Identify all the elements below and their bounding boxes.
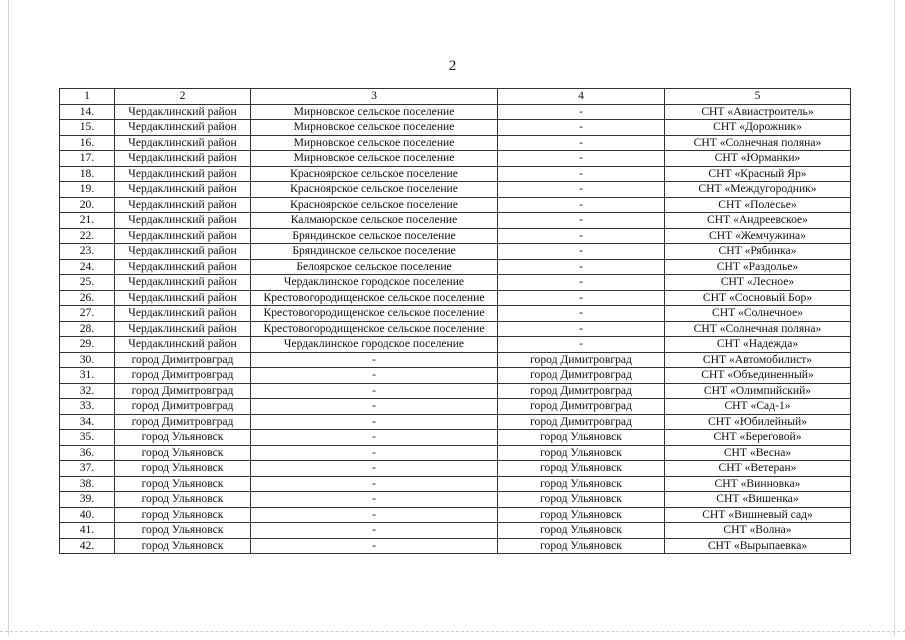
settlement-cell: Крестовогородищенское сельское поселение [251, 321, 498, 337]
row-number: 29. [60, 337, 115, 353]
city-cell: город Ульяновск [498, 507, 665, 523]
table-row [60, 166, 851, 182]
row-number: 34. [60, 414, 115, 430]
district-cell: город Ульяновск [115, 445, 251, 461]
settlement-cell: - [251, 476, 498, 492]
district-cell: Чердаклинский район [115, 197, 251, 213]
row-number: 25. [60, 275, 115, 291]
row-number: 22. [60, 228, 115, 244]
snt-name-cell: СНТ «Весна» [665, 445, 851, 461]
table-row [60, 321, 851, 337]
city-cell: - [498, 197, 665, 213]
district-cell: город Димитровград [115, 414, 251, 430]
settlement-cell: - [251, 461, 498, 477]
snt-name-cell: СНТ «Ветеран» [665, 461, 851, 477]
district-cell: город Димитровград [115, 352, 251, 368]
settlement-cell: Красноярское сельское поселение [251, 166, 498, 182]
settlement-cell: - [251, 383, 498, 399]
district-cell: город Димитровград [115, 383, 251, 399]
settlement-cell: - [251, 445, 498, 461]
settlement-cell: - [251, 352, 498, 368]
district-cell: город Ульяновск [115, 507, 251, 523]
city-cell: - [498, 135, 665, 151]
table-row [60, 337, 851, 353]
city-cell: город Димитровград [498, 383, 665, 399]
row-number: 33. [60, 399, 115, 415]
snt-name-cell: СНТ «Надежда» [665, 337, 851, 353]
snt-name-cell: СНТ «Солнечная поляна» [665, 321, 851, 337]
snt-name-cell: СНТ «Дорожник» [665, 120, 851, 136]
city-cell: город Ульяновск [498, 461, 665, 477]
table-row [60, 352, 851, 368]
snt-name-cell: СНТ «Авиастроитель» [665, 104, 851, 120]
city-cell: - [498, 259, 665, 275]
city-cell: - [498, 306, 665, 322]
table-row [60, 368, 851, 384]
row-number: 40. [60, 507, 115, 523]
row-number: 31. [60, 368, 115, 384]
settlement-cell: Бряндинское сельское поселение [251, 228, 498, 244]
row-number: 14. [60, 104, 115, 120]
snt-name-cell: СНТ «Лесное» [665, 275, 851, 291]
city-cell: город Ульяновск [498, 476, 665, 492]
table-row [60, 244, 851, 260]
row-number: 21. [60, 213, 115, 229]
city-cell: город Димитровград [498, 399, 665, 415]
settlement-cell: Красноярское сельское поселение [251, 182, 498, 198]
header-cell: 1 [60, 89, 115, 105]
snt-name-cell: СНТ «Автомобилист» [665, 352, 851, 368]
city-cell: город Ульяновск [498, 538, 665, 554]
row-number: 32. [60, 383, 115, 399]
city-cell: город Ульяновск [498, 430, 665, 446]
district-cell: город Ульяновск [115, 523, 251, 539]
snt-name-cell: СНТ «Рябинка» [665, 244, 851, 260]
table-row [60, 507, 851, 523]
district-cell: город Ульяновск [115, 492, 251, 508]
district-cell: Чердаклинский район [115, 244, 251, 260]
table-row [60, 275, 851, 291]
row-number: 17. [60, 151, 115, 167]
row-number: 24. [60, 259, 115, 275]
header-cell: 4 [498, 89, 665, 105]
settlement-cell: - [251, 399, 498, 415]
table-row [60, 182, 851, 198]
row-number: 37. [60, 461, 115, 477]
city-cell: - [498, 166, 665, 182]
table-row [60, 213, 851, 229]
table-body [60, 89, 851, 554]
table-row [60, 414, 851, 430]
city-cell: город Димитровград [498, 368, 665, 384]
table-row [60, 135, 851, 151]
district-cell: Чердаклинский район [115, 275, 251, 291]
row-number: 28. [60, 321, 115, 337]
table-row [60, 399, 851, 415]
row-number: 35. [60, 430, 115, 446]
settlement-cell: Мирновское сельское поселение [251, 104, 498, 120]
snt-name-cell: СНТ «Жемчужина» [665, 228, 851, 244]
header-cell: 2 [115, 89, 251, 105]
row-number: 19. [60, 182, 115, 198]
district-cell: Чердаклинский район [115, 182, 251, 198]
snt-name-cell: СНТ «Вишенка» [665, 492, 851, 508]
district-cell: город Ульяновск [115, 430, 251, 446]
settlement-cell: - [251, 430, 498, 446]
district-cell: город Димитровград [115, 399, 251, 415]
snt-name-cell: СНТ «Раздолье» [665, 259, 851, 275]
district-cell: город Ульяновск [115, 538, 251, 554]
city-cell: - [498, 321, 665, 337]
snt-name-cell: СНТ «Вырыпаевка» [665, 538, 851, 554]
snt-name-cell: СНТ «Олимпийский» [665, 383, 851, 399]
row-number: 15. [60, 120, 115, 136]
table-row [60, 228, 851, 244]
settlement-cell: Чердаклинское городское поселение [251, 337, 498, 353]
row-number: 16. [60, 135, 115, 151]
settlement-cell: - [251, 414, 498, 430]
district-cell: Чердаклинский район [115, 321, 251, 337]
city-cell: - [498, 244, 665, 260]
snt-name-cell: СНТ «Сосновый Бор» [665, 290, 851, 306]
table-row [60, 523, 851, 539]
table-row [60, 476, 851, 492]
snt-name-cell: СНТ «Красный Яр» [665, 166, 851, 182]
snt-name-cell: СНТ «Винновка» [665, 476, 851, 492]
settlement-cell: Мирновское сельское поселение [251, 135, 498, 151]
snt-name-cell: СНТ «Солнечное» [665, 306, 851, 322]
table-row [60, 383, 851, 399]
city-cell: город Ульяновск [498, 523, 665, 539]
document-table [59, 88, 851, 554]
snt-name-cell: СНТ «Вишневый сад» [665, 507, 851, 523]
settlement-cell: Мирновское сельское поселение [251, 120, 498, 136]
city-cell: город Ульяновск [498, 492, 665, 508]
city-cell: - [498, 151, 665, 167]
settlement-cell: - [251, 507, 498, 523]
header-cell: 3 [251, 89, 498, 105]
settlement-cell: Калмаюрское сельское поселение [251, 213, 498, 229]
city-cell: город Димитровград [498, 352, 665, 368]
settlement-cell: Крестовогородищенское сельское поселение [251, 290, 498, 306]
row-number: 41. [60, 523, 115, 539]
settlement-cell: - [251, 523, 498, 539]
table-row [60, 538, 851, 554]
snt-name-cell: СНТ «Береговой» [665, 430, 851, 446]
row-number: 20. [60, 197, 115, 213]
settlement-cell: - [251, 492, 498, 508]
settlement-cell: Мирновское сельское поселение [251, 151, 498, 167]
row-number: 38. [60, 476, 115, 492]
district-cell: город Димитровград [115, 368, 251, 384]
table-row [60, 120, 851, 136]
snt-name-cell: СНТ «Междугородник» [665, 182, 851, 198]
table-row [60, 104, 851, 120]
settlement-cell: - [251, 538, 498, 554]
table-row [60, 259, 851, 275]
city-cell: город Димитровград [498, 414, 665, 430]
table-row [60, 151, 851, 167]
table-row [60, 445, 851, 461]
snt-name-cell: СНТ «Объединенный» [665, 368, 851, 384]
district-cell: Чердаклинский район [115, 259, 251, 275]
snt-name-cell: СНТ «Волна» [665, 523, 851, 539]
district-cell: Чердаклинский район [115, 120, 251, 136]
settlement-cell: Бряндинское сельское поселение [251, 244, 498, 260]
city-cell: город Ульяновск [498, 445, 665, 461]
city-cell: - [498, 275, 665, 291]
table-row [60, 492, 851, 508]
city-cell: - [498, 228, 665, 244]
snt-name-cell: СНТ «Полесье» [665, 197, 851, 213]
district-cell: Чердаклинский район [115, 104, 251, 120]
city-cell: - [498, 213, 665, 229]
header-cell: 5 [665, 89, 851, 105]
settlement-cell: - [251, 368, 498, 384]
page-number: 2 [448, 58, 457, 74]
city-cell: - [498, 120, 665, 136]
row-number: 23. [60, 244, 115, 260]
settlement-cell: Чердаклинское городское поселение [251, 275, 498, 291]
row-number: 36. [60, 445, 115, 461]
table-row [60, 306, 851, 322]
snt-name-cell: СНТ «Сад-1» [665, 399, 851, 415]
city-cell: - [498, 104, 665, 120]
district-cell: Чердаклинский район [115, 135, 251, 151]
district-cell: город Ульяновск [115, 476, 251, 492]
snt-name-cell: СНТ «Солнечная поляна» [665, 135, 851, 151]
snt-name-cell: СНТ «Юбилейный» [665, 414, 851, 430]
settlement-cell: Крестовогородищенское сельское поселение [251, 306, 498, 322]
city-cell: - [498, 290, 665, 306]
table-row [60, 430, 851, 446]
row-number: 18. [60, 166, 115, 182]
city-cell: - [498, 182, 665, 198]
settlement-cell: Белоярское сельское поселение [251, 259, 498, 275]
district-cell: Чердаклинский район [115, 290, 251, 306]
snt-name-cell: СНТ «Андреевское» [665, 213, 851, 229]
row-number: 30. [60, 352, 115, 368]
district-cell: Чердаклинский район [115, 228, 251, 244]
scan-edge [0, 631, 905, 633]
district-cell: Чердаклинский район [115, 213, 251, 229]
row-number: 39. [60, 492, 115, 508]
settlement-cell: Красноярское сельское поселение [251, 197, 498, 213]
snt-name-cell: СНТ «Юрманки» [665, 151, 851, 167]
district-cell: Чердаклинский район [115, 151, 251, 167]
row-number: 26. [60, 290, 115, 306]
table-header-row [60, 89, 851, 105]
table-row [60, 461, 851, 477]
row-number: 27. [60, 306, 115, 322]
district-cell: Чердаклинский район [115, 306, 251, 322]
table-row [60, 290, 851, 306]
district-cell: Чердаклинский район [115, 337, 251, 353]
district-cell: город Ульяновск [115, 461, 251, 477]
row-number: 42. [60, 538, 115, 554]
city-cell: - [498, 337, 665, 353]
table-row [60, 197, 851, 213]
district-cell: Чердаклинский район [115, 166, 251, 182]
